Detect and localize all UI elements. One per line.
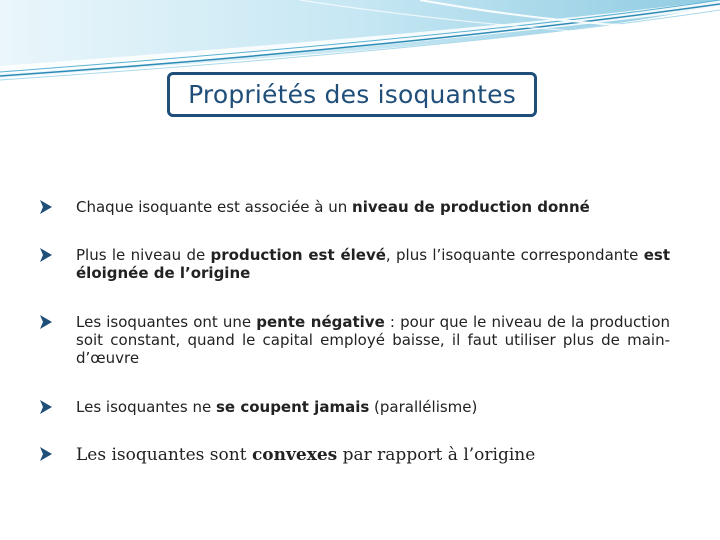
arrowhead-bullet-icon xyxy=(38,247,54,263)
page-title: Propriétés des isoquantes xyxy=(188,80,516,109)
bullet-run: , plus l’isoquante correspondante xyxy=(385,246,644,264)
bullet-run: Les isoquantes ne xyxy=(76,398,216,416)
bullet-run: Plus le niveau de xyxy=(76,246,211,264)
bullet-emphasis: se coupent jamais xyxy=(216,398,370,416)
bullet-run: : pour que le niveau de la production soit constant, quand le capital employé baisse, il faut utiliser plus de main-d’œuvre xyxy=(76,313,670,367)
bullet-text xyxy=(76,246,670,282)
title-box xyxy=(167,72,537,117)
bullet-emphasis: pente négative xyxy=(256,313,385,331)
arrowhead-bullet-icon xyxy=(38,314,54,330)
bullet-emphasis: est éloignée de l’origine xyxy=(76,246,671,282)
bullet-run: (parallélisme) xyxy=(369,398,478,416)
bullet-text xyxy=(76,398,670,416)
bullet-emphasis: convexes xyxy=(251,445,338,465)
bullet-text xyxy=(76,198,670,216)
arrowhead-bullet-icon xyxy=(38,446,54,462)
bullet-text xyxy=(76,313,670,367)
bullet-emphasis: niveau de production donné xyxy=(352,198,590,216)
arrowhead-bullet-icon xyxy=(38,199,54,215)
bullet-run: Les isoquantes ont une xyxy=(76,313,257,331)
arrowhead-bullet-icon xyxy=(38,399,54,415)
bullet-emphasis: production est élevé xyxy=(210,246,386,264)
bullet-run: Chaque isoquante est associée à un xyxy=(76,198,353,216)
bullet-run: par rapport à l’origine xyxy=(337,445,536,465)
bullet-run: Les isoquantes sont xyxy=(76,445,252,465)
bullet-text xyxy=(76,445,670,465)
